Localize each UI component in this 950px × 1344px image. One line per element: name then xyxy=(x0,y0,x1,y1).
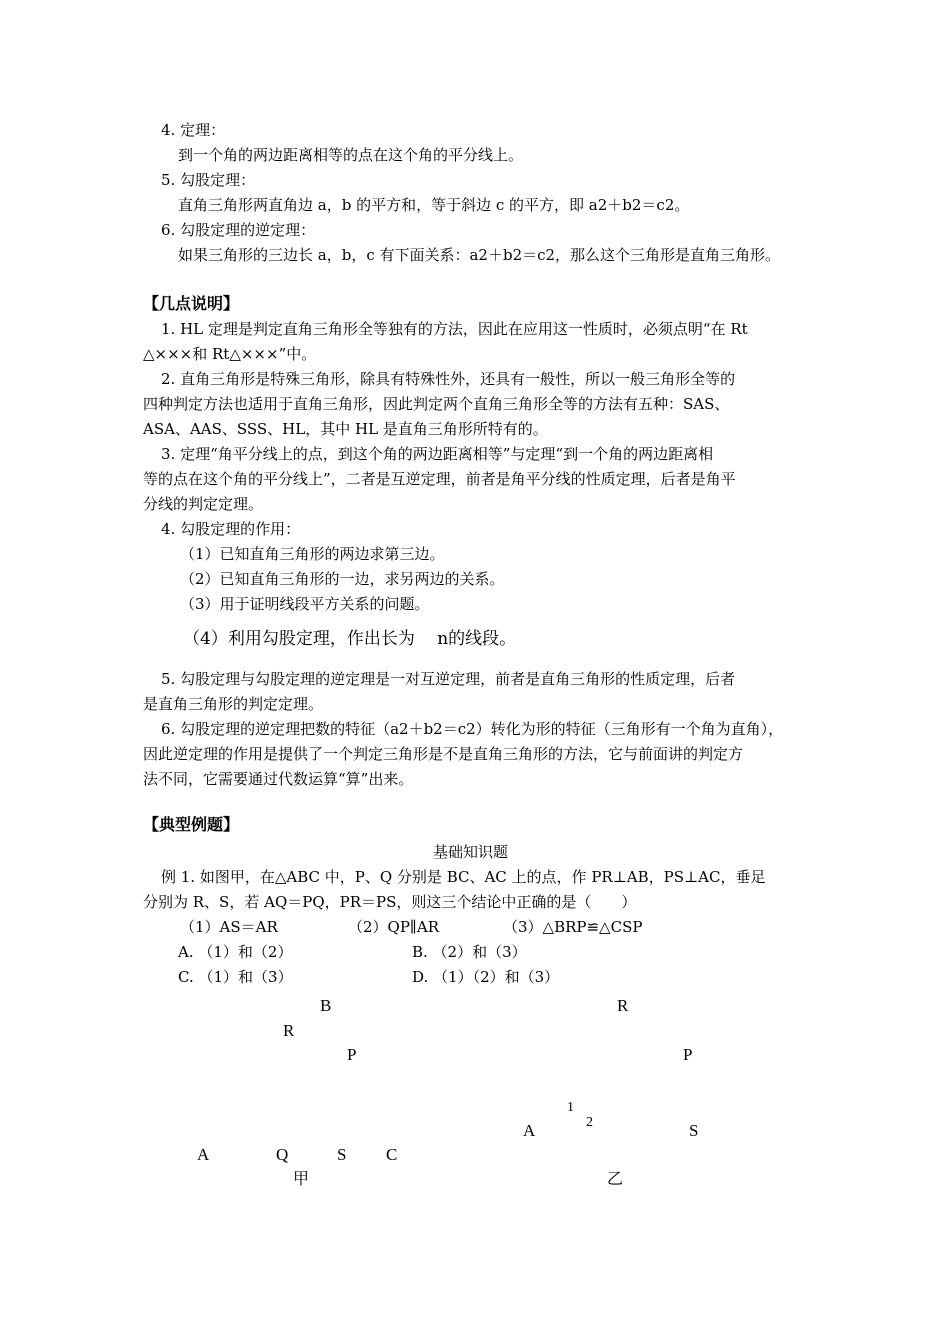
theorem-4-title: 4. 定理： xyxy=(161,121,226,139)
note-line: 5. 勾股定理与勾股定理的逆定理是一对互逆定理，前者是直角三角形的性质定理，后者 xyxy=(161,670,736,688)
note-line: ASA、AAS、SSS、HL，其中 HL 是直角三角形所特有的。 xyxy=(143,420,548,438)
figure-left-caption: 甲 xyxy=(293,1169,310,1188)
note-line: 法不同，它需要通过代数运算“算”出来。 xyxy=(143,770,414,788)
question-line: 分别为 R、S，若 AQ＝PQ，PR＝PS，则这三个结论中正确的是（ ） xyxy=(143,893,637,911)
note-line: 是直角三角形的判定定理。 xyxy=(143,695,324,713)
note-line: （2）已知直角三角形的一边，求另两边的关系。 xyxy=(180,570,505,588)
notes-heading: 【几点说明】 xyxy=(143,294,240,313)
figure-right-label-angle-1: 1 xyxy=(567,1100,574,1115)
note-line: （4）利用勾股定理，作出长为 n的线段。 xyxy=(183,629,517,649)
option-b: B. （2）和（3） xyxy=(412,943,527,961)
figure-left-label-a: A xyxy=(197,1145,210,1164)
note-line: （3）用于证明线段平方关系的问题。 xyxy=(180,595,430,613)
examples-subheading: 基础知识题 xyxy=(433,843,509,861)
figure-left-label-p: P xyxy=(347,1045,357,1064)
figure-left-label-b: B xyxy=(320,996,332,1015)
statement-2: （2）QP∥AR xyxy=(348,918,439,936)
figure-right-caption: 乙 xyxy=(607,1169,624,1188)
note-line: 因此逆定理的作用是提供了一个判定三角形是不是直角三角形的方法，它与前面讲的判定方 xyxy=(143,745,744,763)
note-line: 3. 定理“角平分线上的点，到这个角的两边距离相等”与定理“到一个角的两边距离相 xyxy=(161,445,714,463)
figure-right-label-p: P xyxy=(683,1045,693,1064)
note-line: 四种判定方法也适用于直角三角形，因此判定两个直角三角形全等的方法有五种：SAS、 xyxy=(143,395,730,413)
figure-left-label-r: R xyxy=(283,1021,295,1040)
theorem-6-title: 6. 勾股定理的逆定理： xyxy=(161,221,316,239)
question-line: 例 1. 如图甲，在△ABC 中，P、Q 分别是 BC、AC 上的点，作 PR⊥AB，PS⊥AC，垂足 xyxy=(161,868,766,886)
theorem-6-body: 如果三角形的三边长 a，b，c 有下面关系：a2＋b2＝c2，那么这个三角形是直角三角形。 xyxy=(178,246,781,264)
theorem-5-body: 直角三角形两直角边 a，b 的平方和，等于斜边 c 的平方，即 a2＋b2＝c2。 xyxy=(178,196,690,214)
figure-left-label-c: C xyxy=(386,1145,398,1164)
figure-right-label-r: R xyxy=(617,996,629,1015)
note-line: （1）已知直角三角形的两边求第三边。 xyxy=(180,545,445,563)
option-a: A. （1）和（2） xyxy=(178,943,293,961)
theorem-5-title: 5. 勾股定理： xyxy=(161,171,256,189)
theorem-4-body: 到一个角的两边距离相等的点在这个角的平分线上。 xyxy=(178,146,524,164)
note-line: 2. 直角三角形是特殊三角形，除具有特殊性外，还具有一般性，所以一般三角形全等的 xyxy=(161,370,736,388)
figure-right-label-s: S xyxy=(689,1121,699,1140)
examples-heading: 【典型例题】 xyxy=(143,815,240,834)
option-d: D. （1）（2）和（3） xyxy=(412,968,560,986)
figure-left-label-q: Q xyxy=(276,1145,289,1164)
note-line: 分线的判定定理。 xyxy=(143,495,264,513)
statement-3: （3）△BRP≌△CSP xyxy=(503,918,643,936)
figure-left-label-s: S xyxy=(337,1145,347,1164)
note-line: 4. 勾股定理的作用： xyxy=(161,520,301,538)
note-line: 等的点在这个角的平分线上”，二者是互逆定理，前者是角平分线的性质定理，后者是角平 xyxy=(143,470,736,488)
note-line: 6. 勾股定理的逆定理把数的特征（a2＋b2＝c2）转化为形的特征（三角形有一个角为直角）， xyxy=(161,720,784,738)
note-line: △×××和 Rt△×××”中。 xyxy=(143,345,317,363)
statement-1: （1）AS＝AR xyxy=(180,918,278,936)
figure-right-label-a: A xyxy=(523,1121,536,1140)
figure-right-label-angle-2: 2 xyxy=(586,1115,593,1130)
note-line: 1. HL 定理是判定直角三角形全等独有的方法，因此在应用这一性质时，必须点明“在 Rt xyxy=(161,320,748,338)
option-c: C. （1）和（3） xyxy=(178,968,293,986)
